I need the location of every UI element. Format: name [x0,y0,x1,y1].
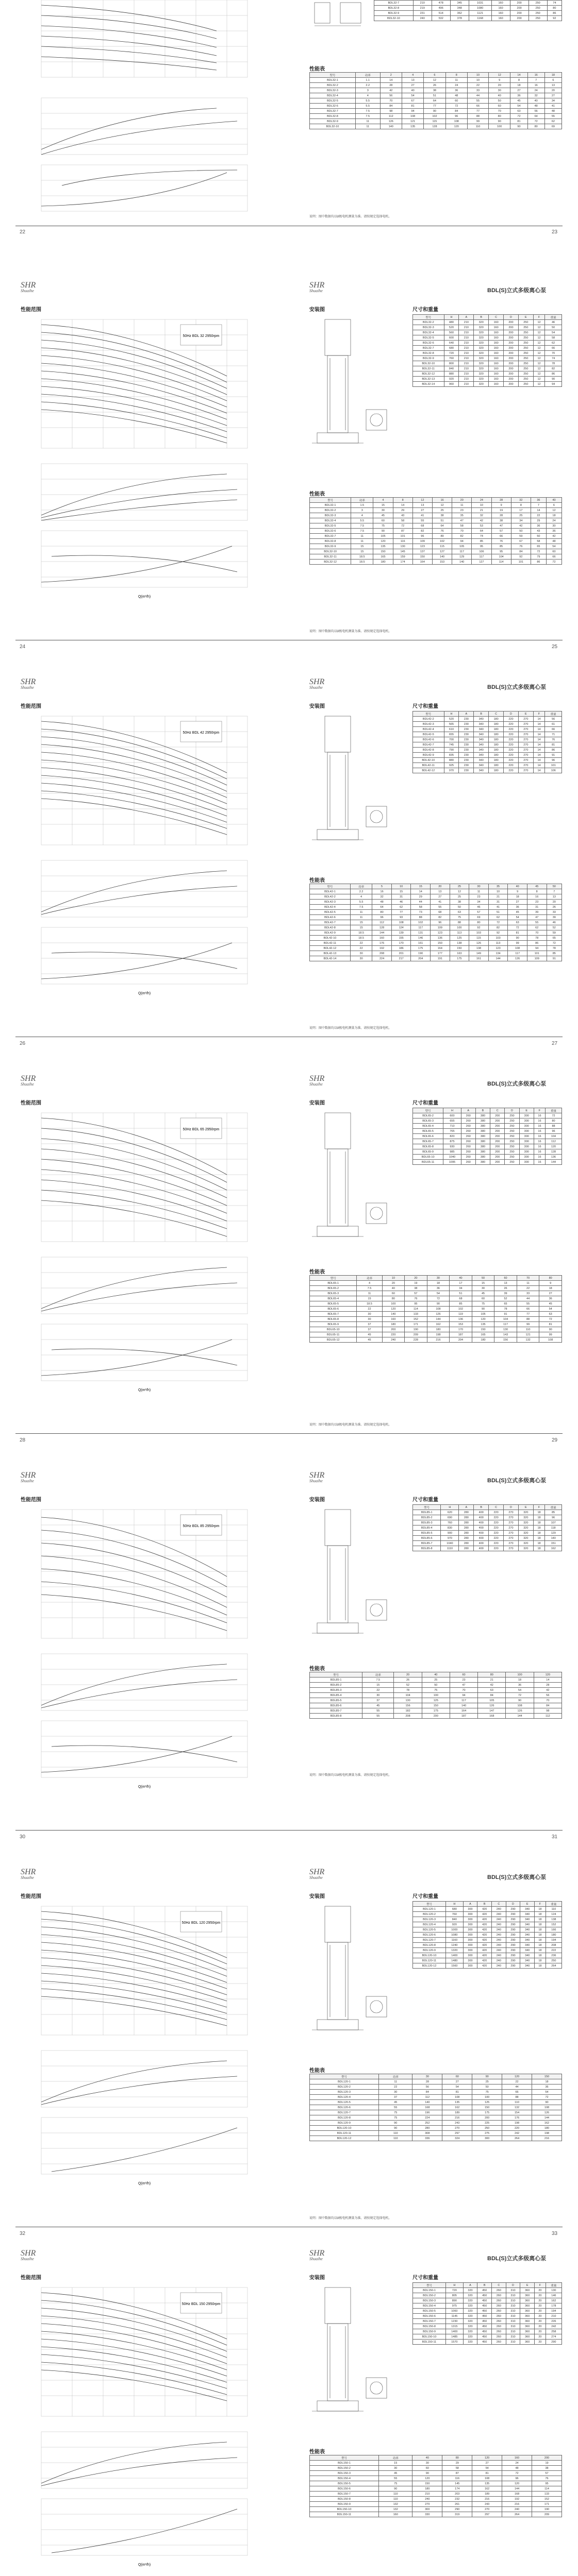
perf-range-title-5: 性能范围 [21,1894,41,1900]
series-header-4: BDL(S)立式多级离心泵 [487,1478,547,1484]
perf-table-title-6: 性能表 [309,2449,325,2455]
install-drawing-0 [309,0,371,36]
install-title-1: 安装图 [309,307,325,313]
svg-text:Q(m³/h): Q(m³/h) [138,1388,151,1392]
spread-2 [0,670,578,1051]
svg-text:Q(m³/h): Q(m³/h) [138,595,151,599]
perf-chart-4 [21,1504,263,1793]
series-header-3: BDL(S)立式多级离心泵 [487,1081,547,1087]
series-header-1: BDL(S)立式多级离心泵 [487,287,547,294]
install-drawing-6 [312,2285,389,2439]
install-drawing-5 [312,1904,389,2058]
perf-chart-3 [21,1108,263,1396]
page-number-right-4: 31 [552,1834,558,1840]
dims-table-4: 型号 H A B C D E F 重量 BDL85-1 620 280 400 220 270 320 18 85 BDL85-2 690 280 400 220 270 320 18 96 BDL85-3 760 280 400 220 270 320 18 107 BDL85-4 830 280 400 220 270 320 18 118 BDL85-5 900 280 400 220 270 320 18 129 BDL85-6 970 280 400 220 270 320 18 140 BDL85-7 1040 280 400 220 270 320 18 151 BDL85-8 1110 280 400 220 270 320 18 162 [412,1504,562,1551]
logo-right-6: SHR Shuaihe [309,2249,325,2261]
page-number-right-5: 33 [552,2231,558,2236]
logo-left-6: SHR Shuaihe [21,2249,36,2261]
logo-right-3: SHR Shuaihe [309,1074,325,1087]
perf-chart-1 [21,314,263,603]
chart-label-1: 50Hz BDL 32 2950rpm [183,334,220,338]
perf-table-3: 型号 功率 10 20 30 40 50 60 70 80 BDL65-1 4 20 19 18 17 15 13 11 9 BDL65-2 7.5 40 38 36 34 30 26 22 18 BDL65-3 11 60 57 54 51 45 39 33 27 BDL65-4 15 80 76 72 68 60 52 44 36 BDL65-5 18.5 100 95 90 85 75 65 55 45 BDL65-6 22 120 114 108 102 90 78 66 54 BDL65-7 30 140 133 126 119 105 91 77 63 BDL65-8 30 160 152 144 136 120 104 88 72 BDL65-9 37 180 171 162 153 135 117 99 81 BDL65-10 37 200 190 180 170 150 130 110 90 BDL65-11 45 220 209 198 187 165 143 121 99 BDL65-12 45 240 228 216 204 180 156 132 108 [309,1275,562,1343]
perf-table-5: 型号 功率 30 60 90 120 150 BDL120-1 11 28 27 25 22 18 BDL120-2 22 56 54 50 44 36 BDL120-3 30 84 81 75 66 54 BDL120-4 37 112 108 100 88 72 BDL120-5 45 140 135 125 110 90 BDL120-6 55 168 162 150 132 108 BDL120-7 75 196 189 175 154 126 BDL120-8 75 224 216 200 176 144 BDL120-9 90 252 243 225 198 162 BDL120-10 90 280 270 250 220 180 BDL120-11 110 308 297 275 242 198 BDL120-12 110 336 324 300 264 216 [309,2074,562,2141]
spread-5 [0,1860,578,2241]
chart-label-6: 50Hz BDL 150 2950rpm [181,2302,221,2306]
logo-right-2: SHR Shuaihe [309,677,325,690]
perf-table-title-0: 性能表 [309,66,325,72]
dims-title-5: 尺寸和重量 [412,1894,438,1900]
logo-right-1: SHR Shuaihe [309,281,325,293]
dims-title-6: 尺寸和重量 [412,2275,438,2281]
perf-table-title-4: 性能表 [309,1666,325,1672]
series-header-2: BDL(S)立式多级离心泵 [487,684,547,690]
perf-chart-5 [21,1901,263,2190]
install-drawing-3 [312,1110,389,1265]
svg-text:Q(m³/h): Q(m³/h) [138,2182,151,2185]
perf-table-4: 型号 功率 20 40 60 80 100 120 BDL85-1 7.5 26 25 23 21 18 14 BDL85-2 15 52 50 47 42 36 28 BDL85-3 22 78 75 70 63 54 42 BDL85-4 30 104 100 94 84 72 56 BDL85-5 37 130 125 117 105 90 70 BDL85-6 45 156 150 140 126 108 84 BDL85-7 55 182 175 164 147 126 98 BDL85-8 55 208 200 187 168 144 112 [309,1672,562,1719]
perf-chart-6 [21,2282,263,2571]
logo-left-1: SHR Shuaihe [21,281,36,293]
chart-label-4: 50Hz BDL 85 2950rpm [183,1524,220,1528]
page-number-right-2: 27 [552,1041,558,1046]
note-5: 说明：图中数据均以8极电机测量为准。请按规定选择电机。 [309,2217,392,2220]
perf-table-6: 型号 功率 40 80 120 160 200 BDL150-1 15 30 29 27 24 19 BDL150-2 30 60 58 54 48 38 BDL150-3 45 90 87 81 72 57 BDL150-4 55 120 116 108 96 76 BDL150-5 75 150 145 135 120 95 BDL150-6 90 180 174 162 144 114 BDL150-7 110 210 203 189 168 133 BDL150-8 110 240 232 216 192 152 BDL150-9 132 270 261 243 216 171 BDL150-10 132 300 290 270 240 190 BDL150-11 160 330 319 297 264 209 [309,2455,562,2517]
install-drawing-1 [312,317,389,471]
spec-table-0: BDL32-7 210 478 345 1031 160 200 250 74 BDL32-8 219 496 348 1080 160 200 250 80 BDL32-9 231 514 362 1121 160 200 250 86 BDL32-10 240 532 378 1168 160 200 250 92 [374,0,562,21]
perf-table-title-1: 性能表 [309,492,325,497]
dims-table-3: 型号 H A B C D E F 重量 BDL65-2 600 260 380 200 250 300 16 72 BDL65-3 655 260 380 200 250 300 16 80 BDL65-4 710 260 380 200 250 300 16 88 BDL65-5 765 260 380 200 250 300 16 96 BDL65-6 820 260 380 200 250 300 16 104 BDL65-7 875 260 380 200 250 300 16 112 BDL65-8 930 260 380 200 250 300 16 120 BDL65-9 985 260 380 200 250 300 16 128 BDL65-10 1040 260 380 200 250 300 16 136 BDL65-11 1095 260 380 200 250 300 16 144 [412,1108,562,1165]
page-number-right-3: 29 [552,1437,558,1443]
perf-range-title-6: 性能范围 [21,2275,41,2281]
logo-left-5: SHR Shuaihe [21,1868,36,1880]
page-number-right-0: 23 [552,229,558,235]
logo-right-5: SHR Shuaihe [309,1868,325,1880]
note-0: 说明：图中数据均以8极电机测量为准。请按规定选择电机。 [309,215,392,218]
dims-title-4: 尺寸和重量 [412,1497,438,1503]
install-title-3: 安装图 [309,1100,325,1106]
dims-table-6: 型号 H A B C D E F 重量 BDL150-1 720 320 450 260 310 360 20 130 BDL150-2 805 320 450 260 310 360 20 146 BDL150-3 890 320 450 260 310 360 20 162 BDL150-4 975 320 450 260 310 360 20 178 BDL150-5 1060 320 450 260 310 360 20 194 BDL150-6 1145 320 450 260 310 360 20 210 BDL150-7 1230 320 450 260 310 360 20 226 BDL150-8 1315 320 450 260 310 360 20 242 BDL150-9 1400 320 450 260 310 360 20 258 BDL150-10 1485 320 450 260 310 360 20 274 BDL150-11 1570 320 450 260 310 360 20 290 [412,2282,562,2345]
install-title-5: 安装图 [309,1894,325,1900]
page-number-left-0: 22 [20,229,26,235]
svg-text:Q(m³/h): Q(m³/h) [138,1785,151,1789]
series-header-6: BDL(S)立式多级离心泵 [487,2256,547,2262]
perf-table-1: 型号 功率 4 8 12 16 20 24 28 32 36 40 BDL32-1 1.5 15 14 13 12 11 10 9 8 7 6 BDL32-2 3 30 29 27 25 23 21 19 17 14 12 BDL32-3 4 45 43 41 38 35 32 28 25 22 18 BDL32-4 5.5 60 58 55 51 47 42 38 34 29 24 BDL32-5 7.5 75 72 68 64 58 53 47 42 36 30 BDL32-6 7.5 90 87 82 76 70 64 57 50 43 36 BDL32-7 11 105 101 96 89 82 74 66 59 50 42 BDL32-8 11 120 116 109 102 94 85 76 67 58 48 BDL32-9 15 135 130 123 115 105 95 85 76 65 54 BDL32-10 15 150 145 137 127 117 106 95 84 72 60 BDL32-11 18.5 165 159 150 140 129 117 104 92 79 66 BDL32-12 18.5 180 174 164 153 140 127 114 101 86 72 [309,497,562,565]
dims-title-1: 尺寸和重量 [412,307,438,313]
dims-table-2: 型号 H A B C D E F 重量 BDL42-2 520 230 340 180 220 270 14 56 BDL42-3 565 230 340 180 220 270 14 61 BDL42-4 610 230 340 180 220 270 14 66 BDL42-5 655 230 340 180 220 270 14 71 BDL42-6 700 230 340 180 220 270 14 76 BDL42-7 745 230 340 180 220 270 14 81 BDL42-8 790 230 340 180 220 270 14 86 BDL42-9 835 230 340 180 220 270 14 91 BDL42-10 880 230 340 180 220 270 14 96 BDL42-11 925 230 340 180 220 270 14 101 BDL42-12 970 230 340 180 220 270 14 106 [412,711,562,773]
page-number-left-4: 30 [20,1834,26,1840]
spread-0 [0,0,578,237]
page-number-left-2: 26 [20,1041,26,1046]
note-4: 说明：图中数据均以8极电机测量为准。请按规定选择电机。 [309,1774,392,1777]
install-title-2: 安装图 [309,704,325,709]
note-1: 说明：图中数据均以8极电机测量为准。请按规定选择电机。 [309,630,392,633]
page-number-left-3: 28 [20,1437,26,1443]
perf-chart-0 [21,0,263,216]
spread-1 [0,273,578,654]
chart-label-2: 50Hz BDL 42 2950rpm [183,731,220,735]
perf-chart-2 [21,711,263,999]
spread-6 [0,2241,578,2576]
page-number-right-1: 25 [552,644,558,650]
svg-text:Q(m³/h): Q(m³/h) [138,992,151,995]
perf-table-2: 型号 功率 5 10 15 20 25 30 35 40 45 50 BDL42-1 2.2 16 15 14 13 12 11 10 9 8 7 BDL42-2 4 32 31 29 27 25 23 21 18 16 13 BDL42-3 5.5 48 46 44 41 38 34 31 27 23 20 BDL42-4 7.5 64 62 58 55 50 46 41 36 31 26 BDL42-5 11 80 77 73 68 63 57 51 45 39 33 BDL42-6 11 96 93 88 82 75 69 62 54 47 39 BDL42-7 15 112 108 102 96 88 80 72 63 55 46 BDL42-8 15 128 124 117 109 100 92 82 72 62 52 BDL42-9 18.5 144 139 131 123 113 103 92 81 70 59 BDL42-10 18.5 160 155 146 136 125 115 103 90 78 65 BDL42-11 22 176 170 161 150 138 126 113 99 86 72 BDL42-12 22 192 186 175 164 150 138 123 108 94 78 BDL42-13 30 208 201 190 177 163 149 134 117 101 85 BDL42-14 30 224 217 204 191 175 161 144 126 109 91 [309,884,562,961]
perf-table-0: 型号 功率 2 4 6 8 10 12 14 16 18 BDL32-1 1.1 14 13 12 11 10 9 8 7 6 BDL32-2 2.2 28 27 26 24 22 20 18 16 13 BDL32-3 3 42 40 38 36 33 30 27 24 20 BDL32-4 4 56 54 51 48 44 40 36 32 27 BDL32-5 5.5 70 67 64 60 55 50 45 40 34 BDL32-6 5.5 84 81 77 72 66 60 54 48 41 BDL32-7 7.5 98 94 90 84 77 70 63 56 48 BDL32-8 7.5 112 108 102 96 88 80 72 64 55 BDL32-9 11 126 121 115 108 99 90 81 72 62 BDL32-10 11 140 135 128 120 110 100 90 80 69 [309,72,562,129]
note-2: 说明：图中数据均以8极电机测量为准。请按规定选择电机。 [309,1027,392,1030]
dims-title-3: 尺寸和重量 [412,1100,438,1106]
install-drawing-4 [312,1507,389,1662]
chart-label-5: 50Hz BDL 120 2950rpm [181,1921,221,1925]
logo-left-4: SHR Shuaihe [21,1471,36,1483]
spread-3 [0,1066,578,1448]
page-number-left-1: 24 [20,644,26,650]
chart-label-3: 50Hz BDL 65 2950rpm [183,1128,220,1131]
perf-table-title-2: 性能表 [309,878,325,884]
perf-range-title-3: 性能范围 [21,1100,41,1106]
dims-table-1: 型号 H A B C D E F 重量 BDL32-2 480 210 320 160 200 250 12 46 BDL32-3 520 210 320 160 200 250 12 50 BDL32-4 560 210 320 160 200 250 12 54 BDL32-5 600 210 320 160 200 250 12 58 BDL32-6 640 210 320 160 200 250 12 62 BDL32-7 680 210 320 160 200 250 12 66 BDL32-8 720 210 320 160 200 250 12 70 BDL32-9 760 210 320 160 200 250 12 74 BDL32-10 800 210 320 160 200 250 12 78 BDL32-11 840 210 320 160 200 250 12 82 BDL32-12 880 210 320 160 200 250 12 86 BDL32-13 920 210 320 160 200 250 12 90 BDL32-14 960 210 320 160 200 250 12 94 [412,314,562,387]
spread-4 [0,1463,578,1844]
install-title-4: 安装图 [309,1497,325,1503]
series-header-5: BDL(S)立式多级离心泵 [487,1874,547,1880]
install-title-6: 安装图 [309,2275,325,2281]
logo-left-3: SHR Shuaihe [21,1074,36,1087]
perf-range-title-1: 性能范围 [21,307,41,313]
page-number-left-5: 32 [20,2231,26,2236]
perf-table-title-5: 性能表 [309,2068,325,2074]
svg-text:Q(m³/h): Q(m³/h) [138,2563,151,2567]
dims-title-2: 尺寸和重量 [412,704,438,709]
dims-table-5: 型号 H A B C D E F 重量 BDL120-1 680 300 420 240 290 340 18 110 BDL120-2 760 300 420 240 290 340 18 124 BDL120-3 840 300 420 240 290 340 18 138 BDL120-4 920 300 420 240 290 340 18 152 BDL120-5 1000 300 420 240 290 340 18 166 BDL120-6 1080 300 420 240 290 340 18 180 BDL120-7 1160 300 420 240 290 340 18 194 BDL120-8 1240 300 420 240 290 340 18 208 BDL120-9 1320 300 420 240 290 340 18 222 BDL120-10 1400 300 420 240 290 340 18 236 BDL120-11 1480 300 420 240 290 340 18 250 BDL120-12 1560 300 420 240 290 340 18 264 [412,1901,562,1969]
logo-left-2: SHR Shuaihe [21,677,36,690]
install-drawing-2 [312,714,389,868]
logo-right-4: SHR Shuaihe [309,1471,325,1483]
perf-table-title-3: 性能表 [309,1269,325,1275]
note-3: 说明：图中数据均以8极电机测量为准。请按规定选择电机。 [309,1423,392,1427]
perf-range-title-4: 性能范围 [21,1497,41,1503]
perf-range-title-2: 性能范围 [21,704,41,709]
